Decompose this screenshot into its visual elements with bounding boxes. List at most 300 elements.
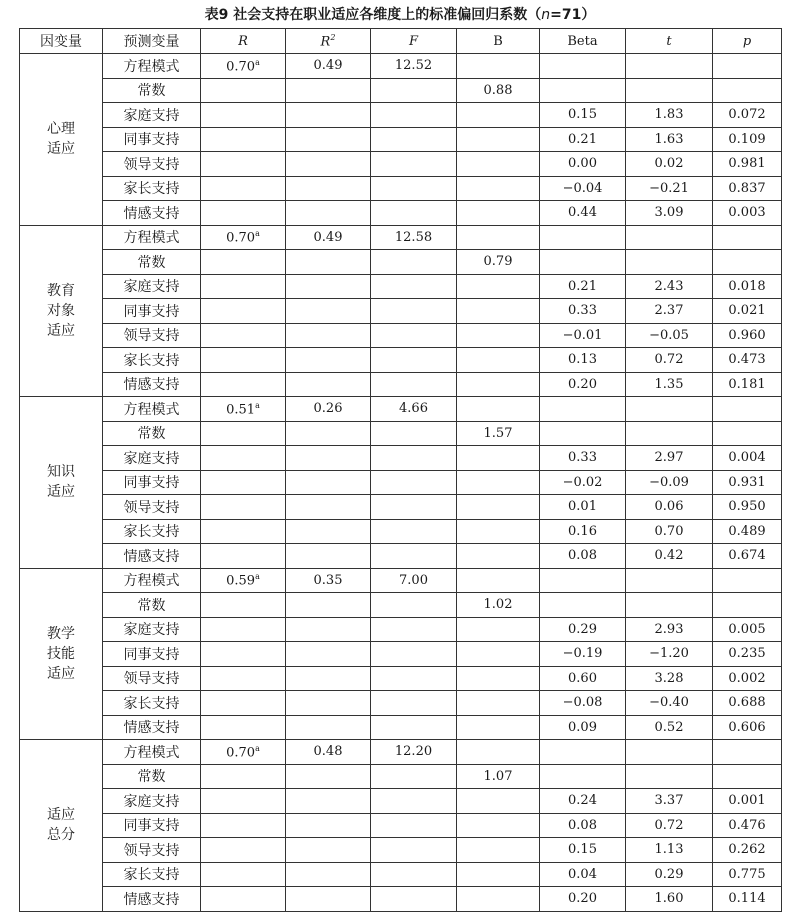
cell-r [201, 691, 286, 716]
cell-r2: 0.48 [286, 740, 371, 765]
cell-p: 0.674 [713, 544, 782, 569]
cell-r2 [286, 544, 371, 569]
cell-p: 0.001 [713, 789, 782, 814]
cell-f [371, 446, 457, 471]
header-dependent-variable: 因变量 [20, 29, 103, 54]
cell-t: 1.63 [626, 127, 713, 152]
cell-r2 [286, 887, 371, 912]
header-r-squared-exp: 2 [330, 32, 336, 42]
cell-f: 7.00 [371, 568, 457, 593]
cell-f [371, 103, 457, 128]
predictor-cell: 家庭支持 [103, 103, 201, 128]
table-row [20, 176, 782, 201]
cell-b [457, 348, 540, 373]
cell-r2 [286, 348, 371, 373]
cell-r [201, 813, 286, 838]
cell-beta: 0.08 [540, 544, 626, 569]
predictor-cell: 家长支持 [103, 176, 201, 201]
caption-prefix: 表9 社会支持在职业适应各维度上的标准偏回归系数（ [204, 7, 542, 23]
cell-beta: 0.08 [540, 813, 626, 838]
cell-t: −0.40 [626, 691, 713, 716]
cell-p: 0.960 [713, 323, 782, 348]
cell-f [371, 593, 457, 618]
cell-t [626, 568, 713, 593]
cell-p: 0.181 [713, 372, 782, 397]
cell-r2 [286, 666, 371, 691]
cell-r [201, 348, 286, 373]
predictor-cell: 领导支持 [103, 152, 201, 177]
cell-f [371, 764, 457, 789]
cell-f: 4.66 [371, 397, 457, 422]
predictor-cell: 方程模式 [103, 397, 201, 422]
r-value: 0.70 [226, 744, 256, 760]
cell-f [371, 691, 457, 716]
cell-p [713, 421, 782, 446]
cell-beta: −0.08 [540, 691, 626, 716]
cell-f [371, 617, 457, 642]
cell-t [626, 225, 713, 250]
predictor-cell: 情感支持 [103, 372, 201, 397]
cell-p [713, 764, 782, 789]
r-value: 0.70 [226, 58, 256, 74]
r-superscript: a [255, 572, 260, 582]
cell-r2 [286, 470, 371, 495]
cell-beta [540, 764, 626, 789]
cell-r [201, 323, 286, 348]
cell-r2 [286, 617, 371, 642]
predictor-cell: 常数 [103, 250, 201, 275]
table-row [20, 617, 782, 642]
cell-t: 3.28 [626, 666, 713, 691]
cell-r [201, 470, 286, 495]
cell-b [457, 666, 540, 691]
cell-beta: 0.29 [540, 617, 626, 642]
cell-beta: 0.15 [540, 838, 626, 863]
dependent-variable-line: 心理 [47, 121, 75, 138]
table-row [20, 274, 782, 299]
cell-f [371, 544, 457, 569]
dependent-variable-line: 适应 [47, 322, 75, 339]
table-row [20, 470, 782, 495]
dependent-variable-line: 适应 [47, 484, 75, 501]
predictor-cell: 常数 [103, 764, 201, 789]
cell-r [201, 299, 286, 324]
table-row [20, 421, 782, 446]
cell-r2 [286, 519, 371, 544]
cell-r2 [286, 152, 371, 177]
cell-r2: 0.49 [286, 54, 371, 79]
cell-f [371, 666, 457, 691]
cell-f [371, 323, 457, 348]
cell-p: 0.109 [713, 127, 782, 152]
table-row [20, 666, 782, 691]
cell-t: 1.13 [626, 838, 713, 863]
r-superscript: a [255, 400, 260, 410]
cell-b [457, 397, 540, 422]
cell-r2 [286, 78, 371, 103]
cell-r2 [286, 323, 371, 348]
dependent-variable-line: 适应 [47, 665, 75, 682]
cell-t: −1.20 [626, 642, 713, 667]
cell-b [457, 838, 540, 863]
cell-r2 [286, 593, 371, 618]
cell-b [457, 691, 540, 716]
cell-beta: 0.20 [540, 372, 626, 397]
table-row [20, 544, 782, 569]
cell-beta: 0.60 [540, 666, 626, 691]
dependent-variable-cell [20, 54, 103, 226]
cell-b [457, 127, 540, 152]
cell-r2 [286, 862, 371, 887]
cell-r [201, 789, 286, 814]
cell-p: 0.114 [713, 887, 782, 912]
cell-beta: 0.24 [540, 789, 626, 814]
table-row [20, 887, 782, 912]
cell-f [371, 838, 457, 863]
cell-r [201, 152, 286, 177]
cell-r [201, 397, 286, 422]
cell-r2 [286, 127, 371, 152]
table-row [20, 764, 782, 789]
cell-b [457, 372, 540, 397]
cell-b: 0.88 [457, 78, 540, 103]
cell-b [457, 225, 540, 250]
r-superscript: a [255, 743, 260, 753]
cell-beta: 0.04 [540, 862, 626, 887]
dependent-variable-cell [20, 740, 103, 912]
cell-beta [540, 397, 626, 422]
predictor-cell: 常数 [103, 421, 201, 446]
cell-t [626, 764, 713, 789]
r-value: 0.59 [226, 573, 256, 589]
cell-t: −0.09 [626, 470, 713, 495]
cell-t: −0.05 [626, 323, 713, 348]
cell-r2 [286, 764, 371, 789]
cell-f: 12.20 [371, 740, 457, 765]
cell-t [626, 421, 713, 446]
cell-p: 0.021 [713, 299, 782, 324]
cell-t: 2.43 [626, 274, 713, 299]
dependent-variable-line: 对象 [47, 302, 75, 319]
cell-p: 0.837 [713, 176, 782, 201]
cell-t: −0.21 [626, 176, 713, 201]
cell-p [713, 78, 782, 103]
cell-p: 0.003 [713, 201, 782, 226]
r-value: 0.51 [226, 401, 256, 417]
cell-r [201, 666, 286, 691]
cell-beta: 0.16 [540, 519, 626, 544]
cell-beta: 0.13 [540, 348, 626, 373]
cell-b [457, 54, 540, 79]
caption-n: n [541, 7, 551, 23]
cell-beta: 0.44 [540, 201, 626, 226]
cell-b [457, 544, 540, 569]
cell-b [457, 446, 540, 471]
table-row [20, 152, 782, 177]
cell-t [626, 54, 713, 79]
cell-f [371, 887, 457, 912]
cell-p: 0.072 [713, 103, 782, 128]
cell-r2 [286, 299, 371, 324]
cell-r [201, 176, 286, 201]
cell-f [371, 201, 457, 226]
predictor-cell: 情感支持 [103, 715, 201, 740]
dependent-variable-cell [20, 568, 103, 740]
table-row [20, 54, 782, 79]
table-row [20, 103, 782, 128]
cell-r2 [286, 201, 371, 226]
dependent-variable-line: 适应 [47, 807, 75, 824]
header-r: R [201, 29, 286, 54]
dependent-variable-line: 教学 [47, 625, 75, 642]
table-row [20, 813, 782, 838]
cell-r2 [286, 813, 371, 838]
predictor-cell: 同事支持 [103, 299, 201, 324]
predictor-cell: 方程模式 [103, 54, 201, 79]
table-row [20, 568, 782, 593]
cell-b [457, 519, 540, 544]
cell-r2 [286, 691, 371, 716]
cell-p: 0.688 [713, 691, 782, 716]
cell-p: 0.004 [713, 446, 782, 471]
cell-r [201, 740, 286, 765]
cell-r [201, 127, 286, 152]
header-r-squared-base: R [320, 34, 331, 50]
table-row [20, 250, 782, 275]
cell-b [457, 887, 540, 912]
cell-r [201, 617, 286, 642]
cell-beta [540, 250, 626, 275]
cell-p [713, 740, 782, 765]
table-row [20, 642, 782, 667]
predictor-cell: 家长支持 [103, 348, 201, 373]
dependent-variable-line: 知识 [47, 464, 75, 481]
cell-f [371, 495, 457, 520]
dependent-variable-line: 适应 [47, 141, 75, 158]
cell-beta: −0.01 [540, 323, 626, 348]
predictor-cell: 领导支持 [103, 666, 201, 691]
dependent-variable-line: 教育 [47, 282, 75, 299]
cell-p: 0.002 [713, 666, 782, 691]
predictor-cell: 方程模式 [103, 740, 201, 765]
cell-b [457, 201, 540, 226]
predictor-cell: 情感支持 [103, 201, 201, 226]
cell-b [457, 813, 540, 838]
cell-t: 3.37 [626, 789, 713, 814]
cell-b: 1.57 [457, 421, 540, 446]
cell-t: 0.02 [626, 152, 713, 177]
cell-b [457, 470, 540, 495]
cell-p: 0.931 [713, 470, 782, 495]
cell-p: 0.476 [713, 813, 782, 838]
cell-p: 0.775 [713, 862, 782, 887]
cell-b [457, 568, 540, 593]
cell-b [457, 862, 540, 887]
cell-f [371, 127, 457, 152]
cell-r2 [286, 176, 371, 201]
caption-suffix: =71） [550, 7, 596, 23]
cell-p: 0.606 [713, 715, 782, 740]
table-row [20, 715, 782, 740]
cell-t: 1.83 [626, 103, 713, 128]
header-b: B [457, 29, 540, 54]
cell-r [201, 225, 286, 250]
cell-p: 0.950 [713, 495, 782, 520]
table-row [20, 397, 782, 422]
table-row [20, 691, 782, 716]
header-row [20, 29, 782, 54]
cell-t: 0.06 [626, 495, 713, 520]
table-row [20, 838, 782, 863]
cell-r2 [286, 250, 371, 275]
cell-t: 2.97 [626, 446, 713, 471]
cell-t: 0.52 [626, 715, 713, 740]
cell-t [626, 593, 713, 618]
cell-beta [540, 421, 626, 446]
table-row [20, 593, 782, 618]
cell-p: 0.473 [713, 348, 782, 373]
cell-beta: 0.33 [540, 446, 626, 471]
cell-r [201, 103, 286, 128]
cell-t: 0.70 [626, 519, 713, 544]
cell-beta [540, 593, 626, 618]
cell-t: 1.60 [626, 887, 713, 912]
cell-r [201, 519, 286, 544]
predictor-cell: 同事支持 [103, 813, 201, 838]
cell-r2 [286, 495, 371, 520]
cell-r [201, 715, 286, 740]
cell-p [713, 593, 782, 618]
regression-table [19, 28, 782, 912]
cell-beta: −0.04 [540, 176, 626, 201]
cell-p [713, 54, 782, 79]
cell-t: 0.42 [626, 544, 713, 569]
table-row [20, 519, 782, 544]
cell-p [713, 397, 782, 422]
cell-r [201, 250, 286, 275]
dependent-variable-cell [20, 225, 103, 397]
cell-beta: 0.21 [540, 127, 626, 152]
cell-p: 0.235 [713, 642, 782, 667]
predictor-cell: 情感支持 [103, 887, 201, 912]
table-row [20, 348, 782, 373]
predictor-cell: 家庭支持 [103, 617, 201, 642]
cell-f [371, 274, 457, 299]
cell-r [201, 544, 286, 569]
cell-r2 [286, 715, 371, 740]
predictor-cell: 情感支持 [103, 544, 201, 569]
cell-t [626, 78, 713, 103]
table-row [20, 78, 782, 103]
cell-b [457, 152, 540, 177]
header-t: t [626, 29, 713, 54]
predictor-cell: 常数 [103, 593, 201, 618]
cell-p: 0.262 [713, 838, 782, 863]
cell-f [371, 519, 457, 544]
cell-b: 1.07 [457, 764, 540, 789]
predictor-cell: 家庭支持 [103, 446, 201, 471]
cell-beta: 0.21 [540, 274, 626, 299]
cell-b [457, 176, 540, 201]
cell-r2 [286, 838, 371, 863]
predictor-cell: 家长支持 [103, 862, 201, 887]
predictor-cell: 常数 [103, 78, 201, 103]
predictor-cell: 方程模式 [103, 568, 201, 593]
predictor-cell: 领导支持 [103, 495, 201, 520]
cell-r2: 0.49 [286, 225, 371, 250]
predictor-cell: 家长支持 [103, 519, 201, 544]
cell-p: 0.489 [713, 519, 782, 544]
cell-r [201, 372, 286, 397]
table-row [20, 740, 782, 765]
header-r-squared [286, 29, 371, 54]
dependent-variable-line: 总分 [47, 827, 75, 844]
cell-p [713, 568, 782, 593]
cell-b [457, 103, 540, 128]
cell-r2 [286, 789, 371, 814]
cell-beta [540, 225, 626, 250]
cell-r [201, 78, 286, 103]
predictor-cell: 同事支持 [103, 470, 201, 495]
cell-p [713, 250, 782, 275]
table-row [20, 323, 782, 348]
table-caption [0, 4, 800, 26]
r-superscript: a [255, 57, 260, 67]
cell-b [457, 789, 540, 814]
cell-r2 [286, 642, 371, 667]
cell-f [371, 642, 457, 667]
cell-beta: −0.19 [540, 642, 626, 667]
cell-p [713, 225, 782, 250]
cell-r [201, 421, 286, 446]
cell-r [201, 642, 286, 667]
cell-r [201, 838, 286, 863]
cell-f [371, 348, 457, 373]
cell-t [626, 740, 713, 765]
cell-b [457, 495, 540, 520]
cell-t: 1.35 [626, 372, 713, 397]
predictor-cell: 同事支持 [103, 642, 201, 667]
predictor-cell: 家庭支持 [103, 274, 201, 299]
cell-beta [540, 740, 626, 765]
cell-f [371, 813, 457, 838]
cell-f [371, 470, 457, 495]
cell-r2 [286, 372, 371, 397]
cell-f [371, 152, 457, 177]
cell-f [371, 250, 457, 275]
cell-beta: 0.09 [540, 715, 626, 740]
cell-f [371, 789, 457, 814]
cell-beta [540, 78, 626, 103]
cell-b: 1.02 [457, 593, 540, 618]
cell-beta: 0.01 [540, 495, 626, 520]
cell-b: 0.79 [457, 250, 540, 275]
cell-r2 [286, 446, 371, 471]
cell-f [371, 862, 457, 887]
cell-f: 12.58 [371, 225, 457, 250]
cell-f [371, 372, 457, 397]
predictor-cell: 领导支持 [103, 838, 201, 863]
cell-b [457, 617, 540, 642]
cell-p: 0.005 [713, 617, 782, 642]
cell-t: 2.37 [626, 299, 713, 324]
table-row [20, 201, 782, 226]
cell-b [457, 715, 540, 740]
predictor-cell: 方程模式 [103, 225, 201, 250]
cell-r [201, 764, 286, 789]
cell-t: 0.72 [626, 348, 713, 373]
cell-r [201, 54, 286, 79]
